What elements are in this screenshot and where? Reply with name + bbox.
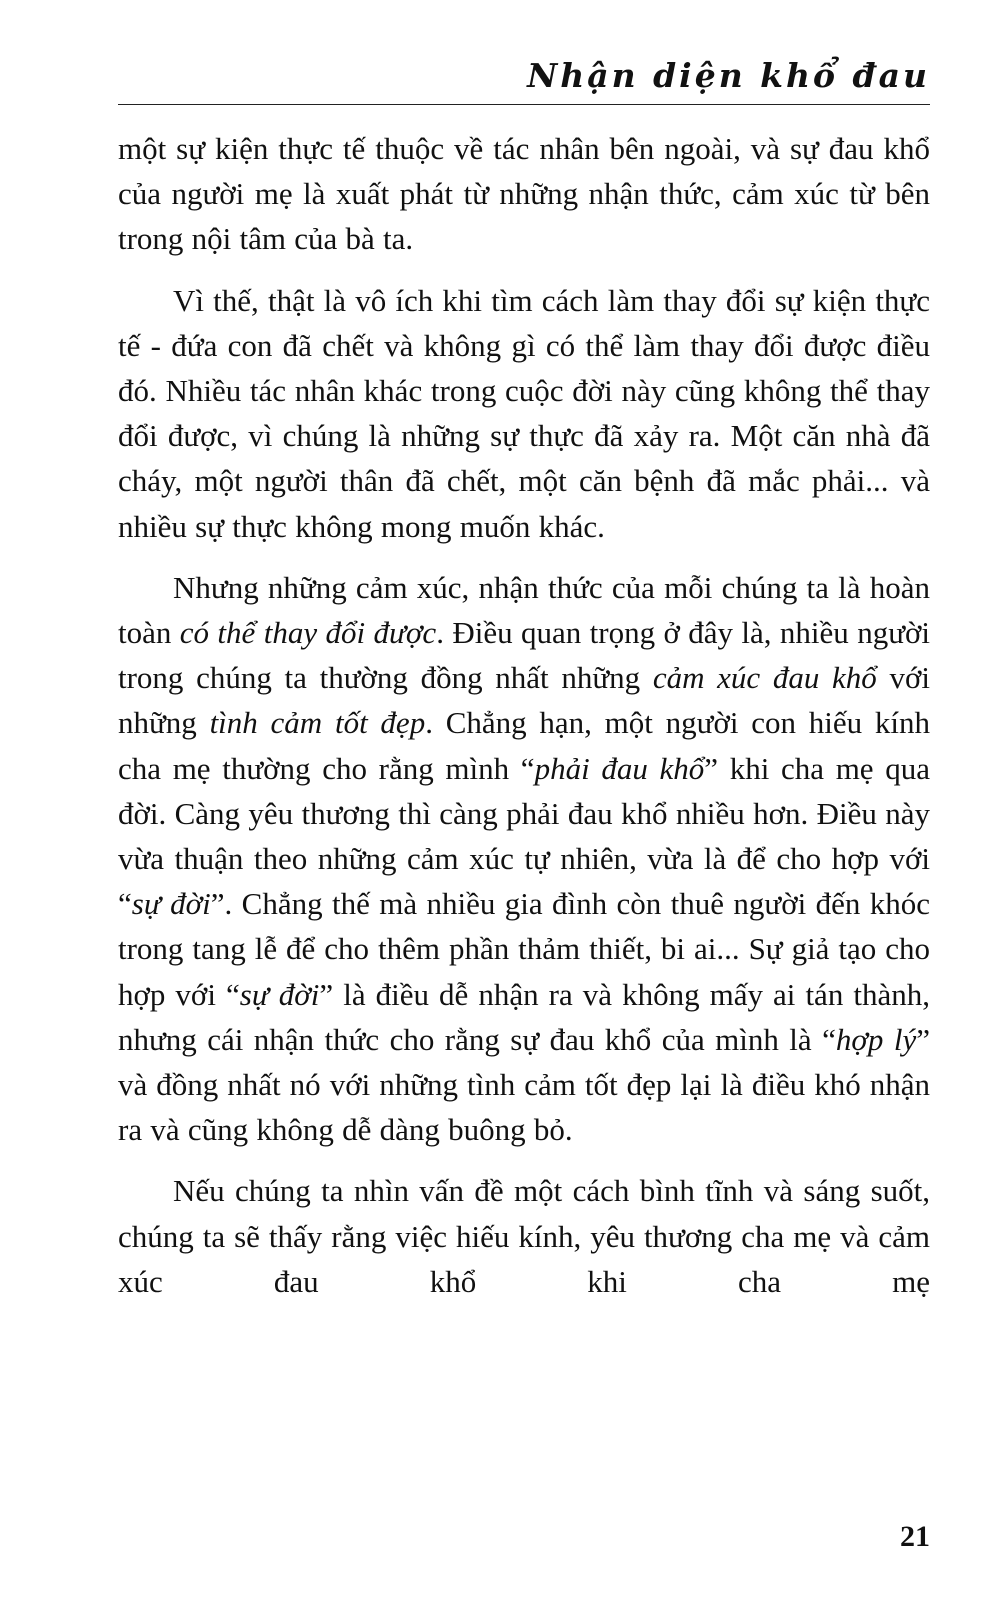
emphasis-must-suffer: phải đau khổ (534, 750, 705, 786)
running-title: Nhận diện khổ đau (527, 56, 930, 95)
emphasis-painful-emotions: cảm xúc đau khổ (652, 660, 877, 696)
paragraph-3 (118, 565, 930, 1153)
paragraph-3-text-4: . Chẳng hạn, một người con hiếu kính cha mẹ thường cho rằng mình “ (118, 705, 930, 786)
paragraph-1: một sự kiện thực tế thuộc về tác nhân bên ngoài, và sự đau khổ của người mẹ là xuất phát từ những nhận thức, cảm xúc từ bên trong nội tâm của bà ta. (118, 131, 930, 257)
paragraph-3-text-8: ” và đồng nhất nó với những tình cảm tốt đẹp lại là điều khó nhận ra và cũng không dễ dàng buông bỏ. (118, 1021, 930, 1148)
emphasis-good-feelings: tình cảm tốt đẹp (209, 705, 426, 741)
emphasis-worldly-ways-2: sự đời (239, 976, 320, 1012)
paragraph-3-text-2: . Điều quan trọng ở đây là, nhiều người trong chúng ta thường đồng nhất những (118, 615, 931, 696)
running-header (118, 52, 930, 105)
paragraph-3-text-3: với những (118, 660, 930, 741)
paragraph-4: Nếu chúng ta nhìn vấn đề một cách bình tĩnh và sáng suốt, chúng ta sẽ thấy rằng việc hiếu kính, yêu thương cha mẹ và cảm xúc đau khổ khi cha mẹ (118, 1173, 930, 1299)
body-text (118, 126, 930, 1320)
emphasis-reasonable: hợp lý (835, 1021, 917, 1057)
emphasis-changeable: có thể thay đổi được (179, 615, 437, 651)
paragraph-3-text-7: ” là điều dễ nhận ra và không mấy ai tán thành, nhưng cái nhận thức cho rằng sự đau khổ của mình là “ (118, 976, 930, 1057)
emphasis-worldly-ways-1: sự đời (131, 886, 211, 922)
paragraph-3-text-5: ” khi cha mẹ qua đời. Càng yêu thương thì càng phải đau khổ nhiều hơn. Điều này vừa thuận theo những cảm xúc tự nhiên, vừa là để cho hợp với “ (118, 750, 930, 922)
paragraph-2: Vì thế, thật là vô ích khi tìm cách làm thay đổi sự kiện thực tế - đứa con đã chết và không gì có thể làm thay đổi được điều đó. Nhiều tác nhân khác trong cuộc đời này cũng không thể thay đổi được, vì chúng là những sự thực đã xảy ra. Một căn nhà đã cháy, một người thân đã chết, một căn bệnh đã mắc phải... và nhiều sự thực không mong muốn khác. (118, 282, 930, 544)
page-number: 21 (900, 1520, 930, 1553)
paragraph-3-text-6: ”. Chẳng thế mà nhiều gia đình còn thuê người đến khóc trong tang lễ để cho thêm phần thảm thiết, bi ai... Sự giả tạo cho hợp với “ (118, 886, 930, 1012)
paragraph-3-text-1: Nhưng những cảm xúc, nhận thức của mỗi chúng ta là hoàn toàn (118, 569, 930, 651)
